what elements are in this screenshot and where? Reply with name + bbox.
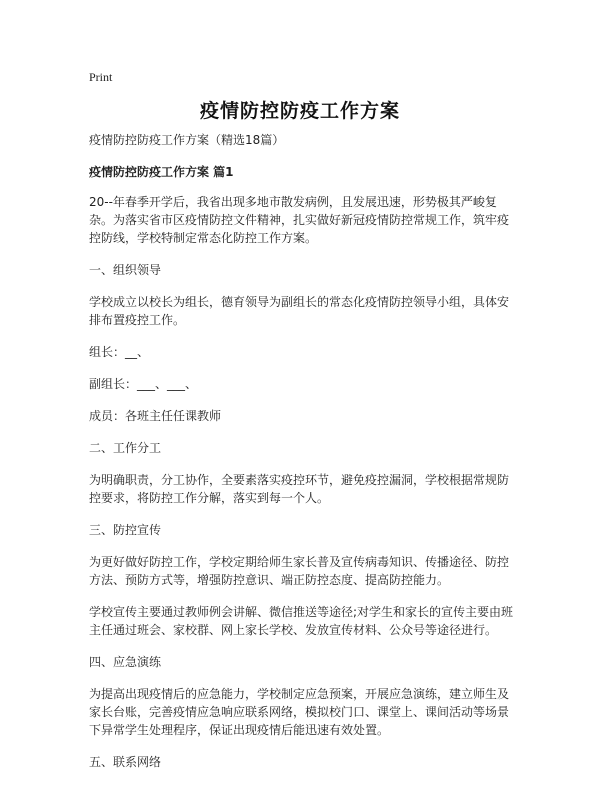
leader-line: 组长：__、 <box>89 345 150 359</box>
section-title: 疫情防控防疫工作方案 篇1 <box>89 165 234 179</box>
print-link[interactable]: Print <box>89 70 113 84</box>
heading-drill: 四、应急演练 <box>89 655 162 669</box>
document-subtitle: 疫情防控防疫工作方案（精选18篇） <box>89 133 285 147</box>
members-line: 成员：各班主任任课教师 <box>89 409 222 423</box>
drill-paragraph: 为提高出现疫情后的应急能力，学校制定应急预案，开展应急演练，建立师生及家长台账，完善疫情应急响应联系网络，模拟校门口、课堂上、课间活动等场景下异常学生处理程序，保证出现疫情后能迅速有效处置。 <box>89 687 510 737</box>
publicity-paragraph-2: 学校宣传主要通过教师例会讲解、微信推送等途径;对学生和家长的宣传主要由班主任通过班会、家校群、网上家长学校、发放宣传材料、公众号等途径进行。 <box>89 605 514 637</box>
heading-organization: 一、组织领导 <box>89 263 162 277</box>
vice-leader-line: 副组长：___、___、 <box>89 377 198 391</box>
division-paragraph: 为明确职责，分工协作，全要素落实疫控环节，避免疫控漏洞，学校根据常规防控要求，将防控工作分解，落实到每一个人。 <box>89 473 510 505</box>
heading-publicity: 三、防控宣传 <box>89 523 162 537</box>
document-body <box>89 131 515 785</box>
organization-paragraph: 学校成立以校长为组长，德育领导为副组长的常态化疫情防控领导小组，具体安排布置疫控工作。 <box>89 295 510 327</box>
intro-paragraph: 20--年春季开学后，我省出现多地市散发病例，且发展迅速，形势极其严峻复杂。为落实省市区疫情防控文件精神，扎实做好新冠疫情防控常规工作，筑牢疫控防线，学校特制定常态化防控工作方案。 <box>89 195 510 245</box>
heading-division: 二、工作分工 <box>89 441 162 455</box>
heading-network: 五、联系网络 <box>89 755 162 769</box>
publicity-paragraph-1: 为更好做好防控工作，学校定期给师生家长普及宣传病毒知识、传播途径、防控方法、预防方式等，增强防控意识、端正防控态度、提高防控能力。 <box>89 555 510 587</box>
page-title: 疫情防控防疫工作方案 <box>199 100 400 122</box>
